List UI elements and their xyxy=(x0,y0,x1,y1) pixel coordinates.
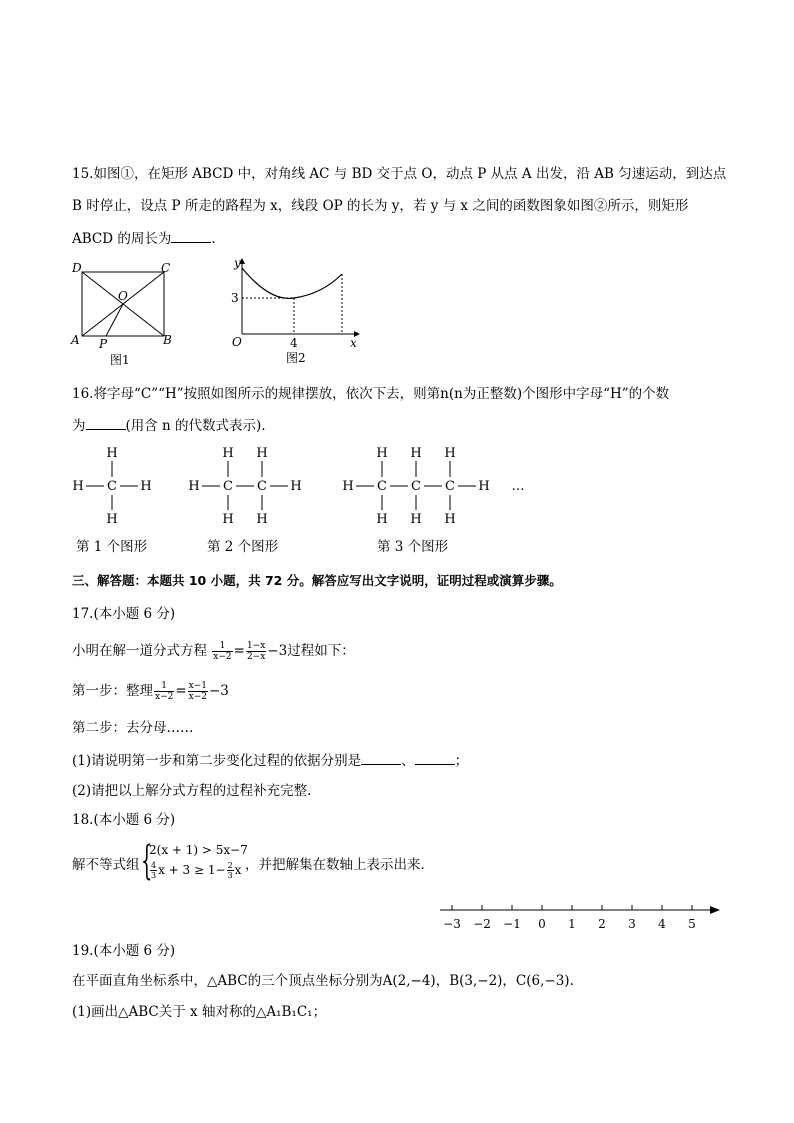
q17-eq-tail: −3 xyxy=(267,643,288,659)
q17-s1-frac2-den: x−2 xyxy=(188,692,207,702)
q17-eq-equals: = xyxy=(233,643,245,659)
q17-title: 17.(本小题 6 分) xyxy=(72,606,176,622)
number-line-label: −2 xyxy=(473,917,491,931)
q17-intro xyxy=(72,640,355,662)
fig2-label-x: x xyxy=(350,336,357,350)
q15-figure-1 xyxy=(66,258,186,368)
fig1-label-D: D xyxy=(72,261,82,275)
q15-line3 xyxy=(72,230,216,247)
q17-step2: 第二步：去分母…… xyxy=(72,720,194,736)
letter-h: H xyxy=(478,479,490,494)
letter-h: H xyxy=(376,512,388,527)
q15-line3-end: . xyxy=(211,231,216,247)
q18-frac-a-den: 3 xyxy=(151,871,157,880)
letter-h: H xyxy=(256,512,268,527)
q16-line2 xyxy=(72,417,266,434)
q15-line2: B 时停止，设点 P 所走的路程为 x，线段 OP 的长为 y，若 y 与 x 之间的函数图象如图②所示，则矩形 xyxy=(72,198,689,214)
q17-eq-frac2-den: 2−x xyxy=(246,652,266,662)
q15-line3-text: ABCD 的周长为 xyxy=(72,231,172,247)
fig1-label-C: C xyxy=(161,261,171,275)
ellipsis: … xyxy=(511,479,525,494)
letter-c: C xyxy=(377,479,387,494)
q18-brace: { xyxy=(141,838,153,884)
letter-h: H xyxy=(376,446,388,461)
q16-answer-blank[interactable] xyxy=(86,417,126,430)
number-line-label: 0 xyxy=(538,917,546,931)
q17-s1-frac2 xyxy=(188,681,208,702)
q18-ineq2 xyxy=(149,860,241,880)
letter-h: H xyxy=(106,446,118,461)
q17-s1-tail: −3 xyxy=(209,683,229,699)
q17-s1-equals: = xyxy=(175,683,187,699)
q16-line2-pre: 为 xyxy=(72,418,86,434)
q17-s1-frac2-num: x−1 xyxy=(188,681,207,691)
letter-h: H xyxy=(188,479,200,494)
letter-h: H xyxy=(72,479,84,494)
fig2-label-O: O xyxy=(232,335,242,349)
letter-h: H xyxy=(140,479,152,494)
q17-eq-frac2 xyxy=(246,641,266,662)
q17-intro-text: 小明在解一道分式方程 xyxy=(72,643,207,659)
q17-part1-mid: 、 xyxy=(401,753,415,769)
letter-h: H xyxy=(106,512,118,527)
letter-h: H xyxy=(444,512,456,527)
q17-part1-pre: (1)请说明第一步和第二步变化过程的依据分别是 xyxy=(72,753,362,769)
number-line-arrow xyxy=(710,906,720,914)
q18-frac-b xyxy=(227,861,234,880)
q16-caption-2: 第 2 个图形 xyxy=(207,539,279,555)
q18-ineq2-b: x xyxy=(234,863,242,877)
number-line-label: −3 xyxy=(443,917,461,931)
q16-caption-1: 第 1 个图形 xyxy=(76,539,148,555)
letter-h: H xyxy=(342,479,354,494)
q18-frac-a xyxy=(150,861,157,880)
q17-step1-pre: 第一步：整理 xyxy=(72,683,153,699)
fig1-label-B: B xyxy=(163,333,172,347)
q17-intro-end: 过程如下： xyxy=(287,643,355,659)
q18-frac-b-num: 2 xyxy=(227,861,233,870)
q15-answer-blank[interactable] xyxy=(171,230,211,243)
number-line-label: 3 xyxy=(628,917,636,931)
q17-eq-frac1-num: 1 xyxy=(212,641,232,652)
letter-h: H xyxy=(256,446,268,461)
q18-ineq1: 2(x + 1) > 5x−7 xyxy=(149,843,248,857)
q16-line2-post: (用含 n 的代数式表示). xyxy=(125,418,266,434)
q17-s1-frac1-num: 1 xyxy=(154,681,174,692)
letter-c: C xyxy=(107,479,117,494)
q17-blank-1[interactable] xyxy=(361,752,401,765)
letter-h: H xyxy=(290,479,302,494)
number-line-label: 1 xyxy=(568,917,576,931)
fig1-label-P: P xyxy=(99,337,108,351)
letter-h: H xyxy=(222,512,234,527)
q17-s1-frac1 xyxy=(154,681,174,702)
fig1-label-A: A xyxy=(71,333,80,347)
q17-s1-frac1-den: x−2 xyxy=(155,692,174,702)
q16-caption-3: 第 3 个图形 xyxy=(377,539,449,555)
letter-c: C xyxy=(411,479,421,494)
letter-c: C xyxy=(257,479,267,494)
number-line-label: 2 xyxy=(598,917,606,931)
fig2-label-y: y xyxy=(234,256,241,270)
number-line-label: 4 xyxy=(658,917,666,931)
q17-eq-frac2-num: 1−x xyxy=(246,641,266,651)
number-line-label: −1 xyxy=(503,917,521,931)
letter-c: C xyxy=(223,479,233,494)
q15-figure-2 xyxy=(230,252,370,370)
q15-line1: 15.如图①，在矩形 ABCD 中，对角线 AC 与 BD 交于点 O，动点 P 从点 A 出发，沿 AB 匀速运动，到达点 xyxy=(72,166,727,182)
fig2-caption: 图2 xyxy=(286,351,306,365)
q17-eq-frac1-den: x−2 xyxy=(213,652,232,662)
fig2-tick-x: 4 xyxy=(290,336,298,350)
letter-h: H xyxy=(222,446,234,461)
number-line-label: 5 xyxy=(688,917,696,931)
fig1-label-O: O xyxy=(118,289,128,303)
q17-blank-2[interactable] xyxy=(415,752,455,765)
fig1-caption: 图1 xyxy=(110,353,130,367)
q19-part1: (1)画出△ABC关于 x 轴对称的△A₁B₁C₁； xyxy=(72,1004,327,1020)
letter-h: H xyxy=(410,446,422,461)
q18-frac-b-den: 3 xyxy=(227,871,233,880)
q19-line1: 在平面直角坐标系中，△ABC的三个顶点坐标分别为A(2,−4)，B(3,−2)，C(6,−3). xyxy=(72,973,574,989)
q17-part2: (2)请把以上解分式方程的过程补充完整. xyxy=(72,783,312,799)
q18-pre: 解不等式组 xyxy=(72,857,140,873)
q16-line1: 16.将字母“C”“H”按照如图所示的规律摆放，依次下去，则第n(n为正整数)个图形中字母“H”的个数 xyxy=(72,386,670,402)
q18-frac-a-num: 4 xyxy=(151,861,157,870)
letter-c: C xyxy=(445,479,455,494)
q17-eq-frac1 xyxy=(212,641,232,662)
q18-title: 18.(本小题 6 分) xyxy=(72,812,176,828)
letter-h: H xyxy=(410,512,422,527)
fig2-tick-y: 3 xyxy=(231,291,239,305)
q18-ineq2-a: x + 3 ≥ 1− xyxy=(158,863,226,877)
section-3-heading: 三、解答题：本题共 10 小题，共 72 分。解答应写出文字说明，证明过程或演算步骤。 xyxy=(72,573,562,588)
q17-part1-end: ； xyxy=(454,753,469,769)
q18-post: ，并把解集在数轴上表示出来． xyxy=(245,857,434,873)
q17-part1 xyxy=(72,752,468,769)
q17-step1 xyxy=(72,680,229,702)
q19-title: 19.(本小题 6 分) xyxy=(72,943,176,959)
q18-number-line[interactable] xyxy=(440,898,730,938)
letter-h: H xyxy=(444,446,456,461)
